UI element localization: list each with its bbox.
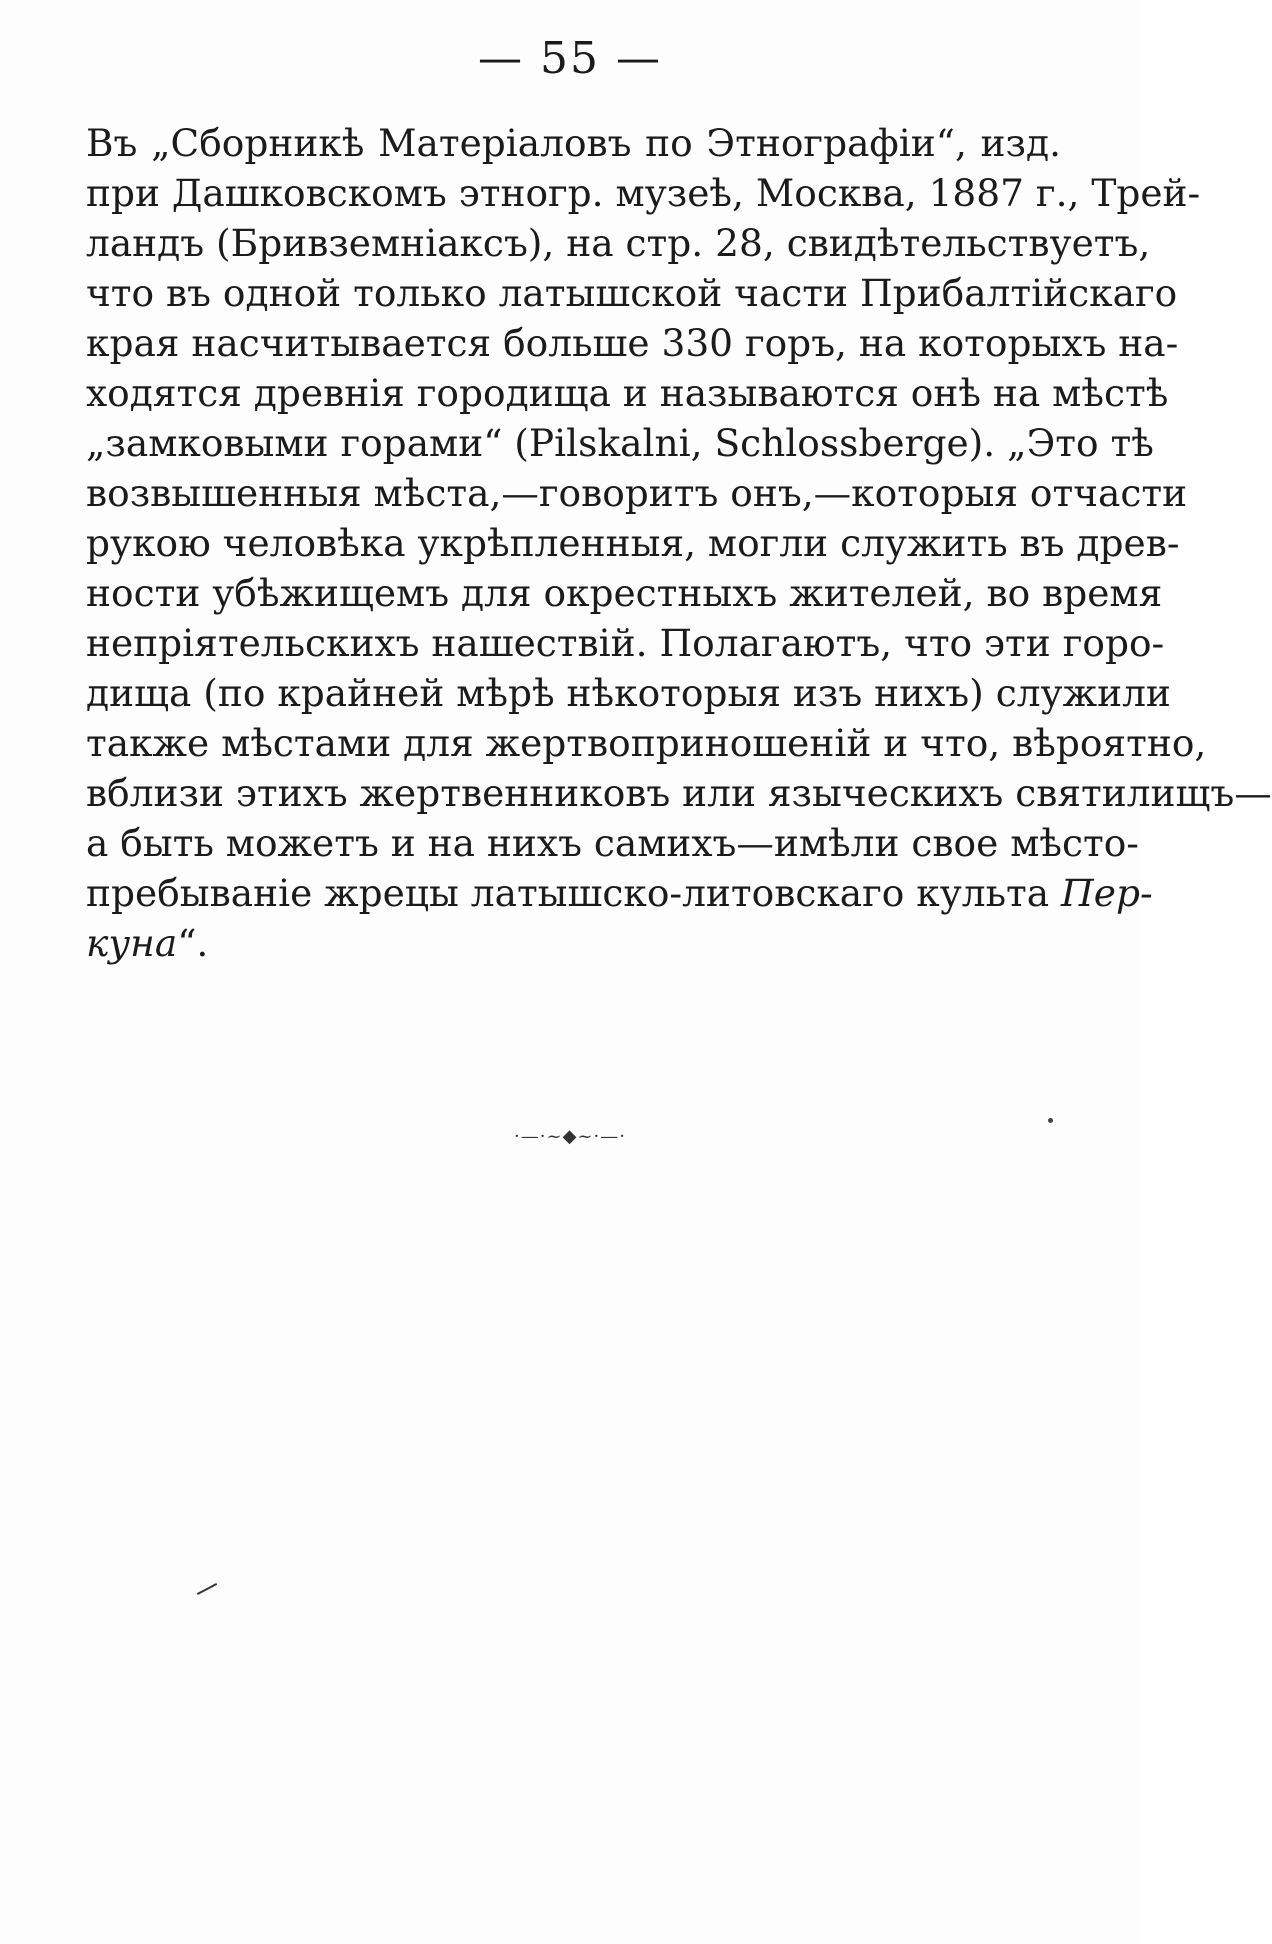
text-line: возвышенныя мѣста,—говоритъ онъ,—которыя отчасти [86, 471, 1188, 515]
text-line: дища (по крайней мѣрѣ нѣкоторыя изъ нихъ) служили [86, 671, 1171, 715]
text-line: ности убѣжищемъ для окрестныхъ жителей, во время [86, 571, 1163, 615]
text-line: также мѣстами для жертвоприношеній и что, вѣроятно, [86, 721, 1207, 765]
ink-mark [197, 1583, 217, 1595]
text-line: вблизи этихъ жертвенниковъ или языческихъ святилищъ— [86, 771, 1272, 815]
body-text [86, 118, 1272, 968]
ornament-divider: ·—·~◆~·—· [514, 1126, 626, 1147]
text-line-last [86, 918, 1061, 968]
italic-word: Пер- [1061, 871, 1153, 915]
text-line: ходятся древнія городища и называются онѣ на мѣстѣ [86, 371, 1169, 415]
text-line: ландъ (Бривземніаксъ), на стр. 28, свидѣтельствуетъ, [86, 221, 1151, 265]
text-line: что въ одной только латышской части Прибалтійскаго [86, 271, 1178, 315]
closing-quote: “. [177, 921, 209, 965]
text-line: непріятельскихъ нашествій. Полагаютъ, что эти горо- [86, 621, 1165, 665]
italic-word: куна [86, 921, 178, 965]
text-line: „замковыми горами“ (Pilskalni, Schlossberge). „Это тѣ [86, 421, 1154, 465]
text-line: а быть можетъ и на нихъ самихъ—имѣли свое мѣсто- [86, 821, 1139, 865]
text-line [86, 868, 1153, 918]
ink-speck [1048, 1118, 1053, 1123]
text-line: рукою человѣка укрѣпленныя, могли служить въ древ- [86, 521, 1180, 565]
page-number: — 55 — [478, 33, 662, 84]
text-line: Въ „Сборникѣ Матеріаловъ по Этнографіи“, изд. [86, 121, 1061, 165]
text-line: при Дашковскомъ этногр. музеѣ, Москва, 1887 г., Трей- [86, 171, 1201, 215]
text-line-content: пребываніе жрецы латышско-литовскаго культа [86, 871, 1050, 915]
text-line: края насчитывается больше 330 горъ, на которыхъ на- [86, 321, 1179, 365]
